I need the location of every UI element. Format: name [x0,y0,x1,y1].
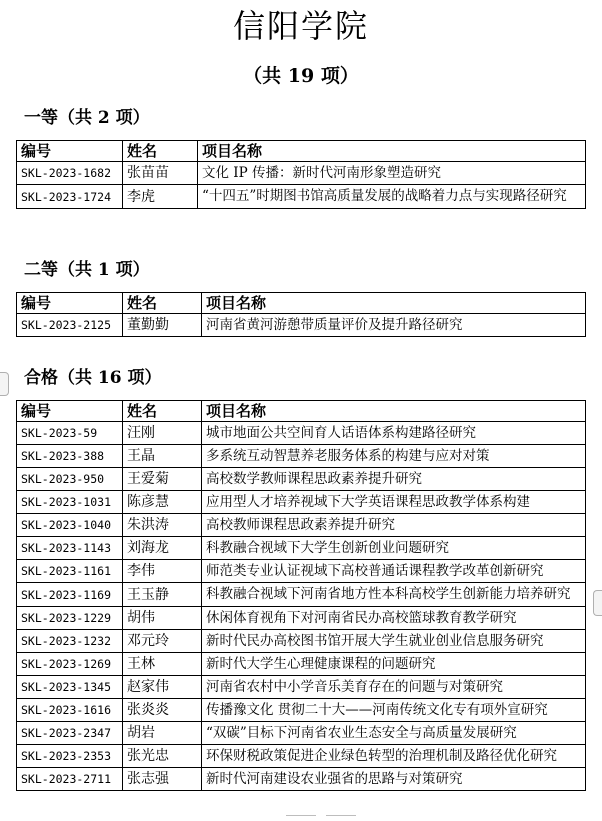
table-qualified [16,400,586,791]
cell-project: 高校教师课程思政素养提升研究 [202,514,586,537]
cell-name: 王玉静 [123,583,202,607]
cell-code: SKL-2023-59 [17,422,123,445]
cell-project: 新时代河南建设农业强省的思路与对策研究 [202,768,586,791]
table-first-prize [16,140,586,209]
table-header-row [17,401,586,422]
table-row [17,745,586,768]
cell-code: SKL-2023-1269 [17,653,123,676]
cell-project: 新时代大学生心理健康课程的问题研究 [202,653,586,676]
table-header-row [17,293,586,314]
cell-code: SKL-2023-1232 [17,630,123,653]
cell-name: 陈彦慧 [123,491,202,514]
table-row [17,768,586,791]
cell-name: 张苗苗 [123,162,198,185]
table-row [17,314,586,337]
cell-code: SKL-2023-2125 [17,314,123,337]
cell-name: 王爱菊 [123,468,202,491]
cell-code: SKL-2023-1682 [17,162,123,185]
cell-project: 环保财税政策促进企业绿色转型的治理机制及路径优化研究 [202,745,586,768]
cell-code: SKL-2023-1616 [17,699,123,722]
cell-name: 张炎炎 [123,699,202,722]
cell-name: 王林 [123,653,202,676]
cell-code: SKL-2023-1143 [17,537,123,560]
cell-name: 李伟 [123,560,202,583]
right-margin-handle[interactable] [593,590,602,616]
cell-project: 师范类专业认证视域下高校普通话课程教学改革创新研究 [202,560,586,583]
header-code: 编号 [17,401,123,422]
table-row [17,162,586,185]
header-name: 姓名 [123,141,198,162]
cell-project: “双碳”目标下河南省农业生态安全与高质量发展研究 [202,722,586,745]
section-title-qualified: 合格（共 16 项） [24,368,162,388]
table-row [17,422,586,445]
section-title-second-prize: 二等（共 1 项） [24,260,150,280]
cell-code: SKL-2023-1724 [17,185,123,209]
header-code: 编号 [17,293,123,314]
cell-name: 邓元玲 [123,630,202,653]
cell-project: 多系统互动智慧养老服务体系的构建与应对对策 [202,445,586,468]
cell-name: 汪刚 [123,422,202,445]
section-title-first-prize: 一等（共 2 项） [24,108,150,128]
cell-code: SKL-2023-1169 [17,583,123,607]
document-title: 信阳学院 [232,7,369,45]
header-code: 编号 [17,141,123,162]
header-project: 项目名称 [198,141,586,162]
header-project: 项目名称 [202,401,586,422]
table-second-prize [16,292,586,337]
cell-name: 李虎 [123,185,198,209]
table-row [17,653,586,676]
cell-name: 张志强 [123,768,202,791]
table-header-row [17,141,586,162]
cell-project: 高校数学教师课程思政素养提升研究 [202,468,586,491]
document-subtitle: （共 19 项） [243,65,359,87]
cell-code: SKL-2023-1229 [17,607,123,630]
table-row [17,676,586,699]
table-row [17,514,586,537]
table-row [17,185,586,209]
table-row [17,699,586,722]
table-row [17,607,586,630]
cell-project: 城市地面公共空间育人话语体系构建路径研究 [202,422,586,445]
page-break-marker [326,815,356,821]
page-break-marker [286,815,316,821]
cell-name: 王晶 [123,445,202,468]
cell-project: 科教融合视域下河南省地方性本科高校学生创新能力培养研究 [202,583,586,607]
table-row [17,491,586,514]
cell-project: 应用型人才培养视域下大学英语课程思政教学体系构建 [202,491,586,514]
table-row [17,537,586,560]
table-row [17,583,586,607]
cell-code: SKL-2023-1040 [17,514,123,537]
cell-name: 朱洪涛 [123,514,202,537]
cell-project: 河南省农村中小学音乐美育存在的问题与对策研究 [202,676,586,699]
header-project: 项目名称 [202,293,586,314]
cell-name: 赵家伟 [123,676,202,699]
cell-code: SKL-2023-1031 [17,491,123,514]
cell-name: 刘海龙 [123,537,202,560]
cell-code: SKL-2023-2353 [17,745,123,768]
cell-project: “十四五”时期图书馆高质量发展的战略着力点与实现路径研究 [198,185,586,209]
cell-project: 文化 IP 传播：新时代河南形象塑造研究 [198,162,586,185]
table-row [17,560,586,583]
cell-name: 胡岩 [123,722,202,745]
cell-code: SKL-2023-1345 [17,676,123,699]
cell-name: 胡伟 [123,607,202,630]
cell-project: 科教融合视域下大学生创新创业问题研究 [202,537,586,560]
cell-name: 董勤勤 [123,314,202,337]
table-row [17,468,586,491]
cell-project: 河南省黄河游憩带质量评价及提升路径研究 [202,314,586,337]
cell-name: 张光忠 [123,745,202,768]
table-row [17,630,586,653]
cell-code: SKL-2023-950 [17,468,123,491]
cell-project: 休闲体育视角下对河南省民办高校篮球教育教学研究 [202,607,586,630]
left-margin-handle[interactable] [0,372,9,396]
cell-code: SKL-2023-388 [17,445,123,468]
header-name: 姓名 [123,401,202,422]
cell-code: SKL-2023-1161 [17,560,123,583]
cell-code: SKL-2023-2711 [17,768,123,791]
table-row [17,722,586,745]
cell-project: 传播豫文化 贯彻二十大——河南传统文化专有项外宣研究 [202,699,586,722]
table-row [17,445,586,468]
cell-project: 新时代民办高校图书馆开展大学生就业创业信息服务研究 [202,630,586,653]
header-name: 姓名 [123,293,202,314]
cell-code: SKL-2023-2347 [17,722,123,745]
